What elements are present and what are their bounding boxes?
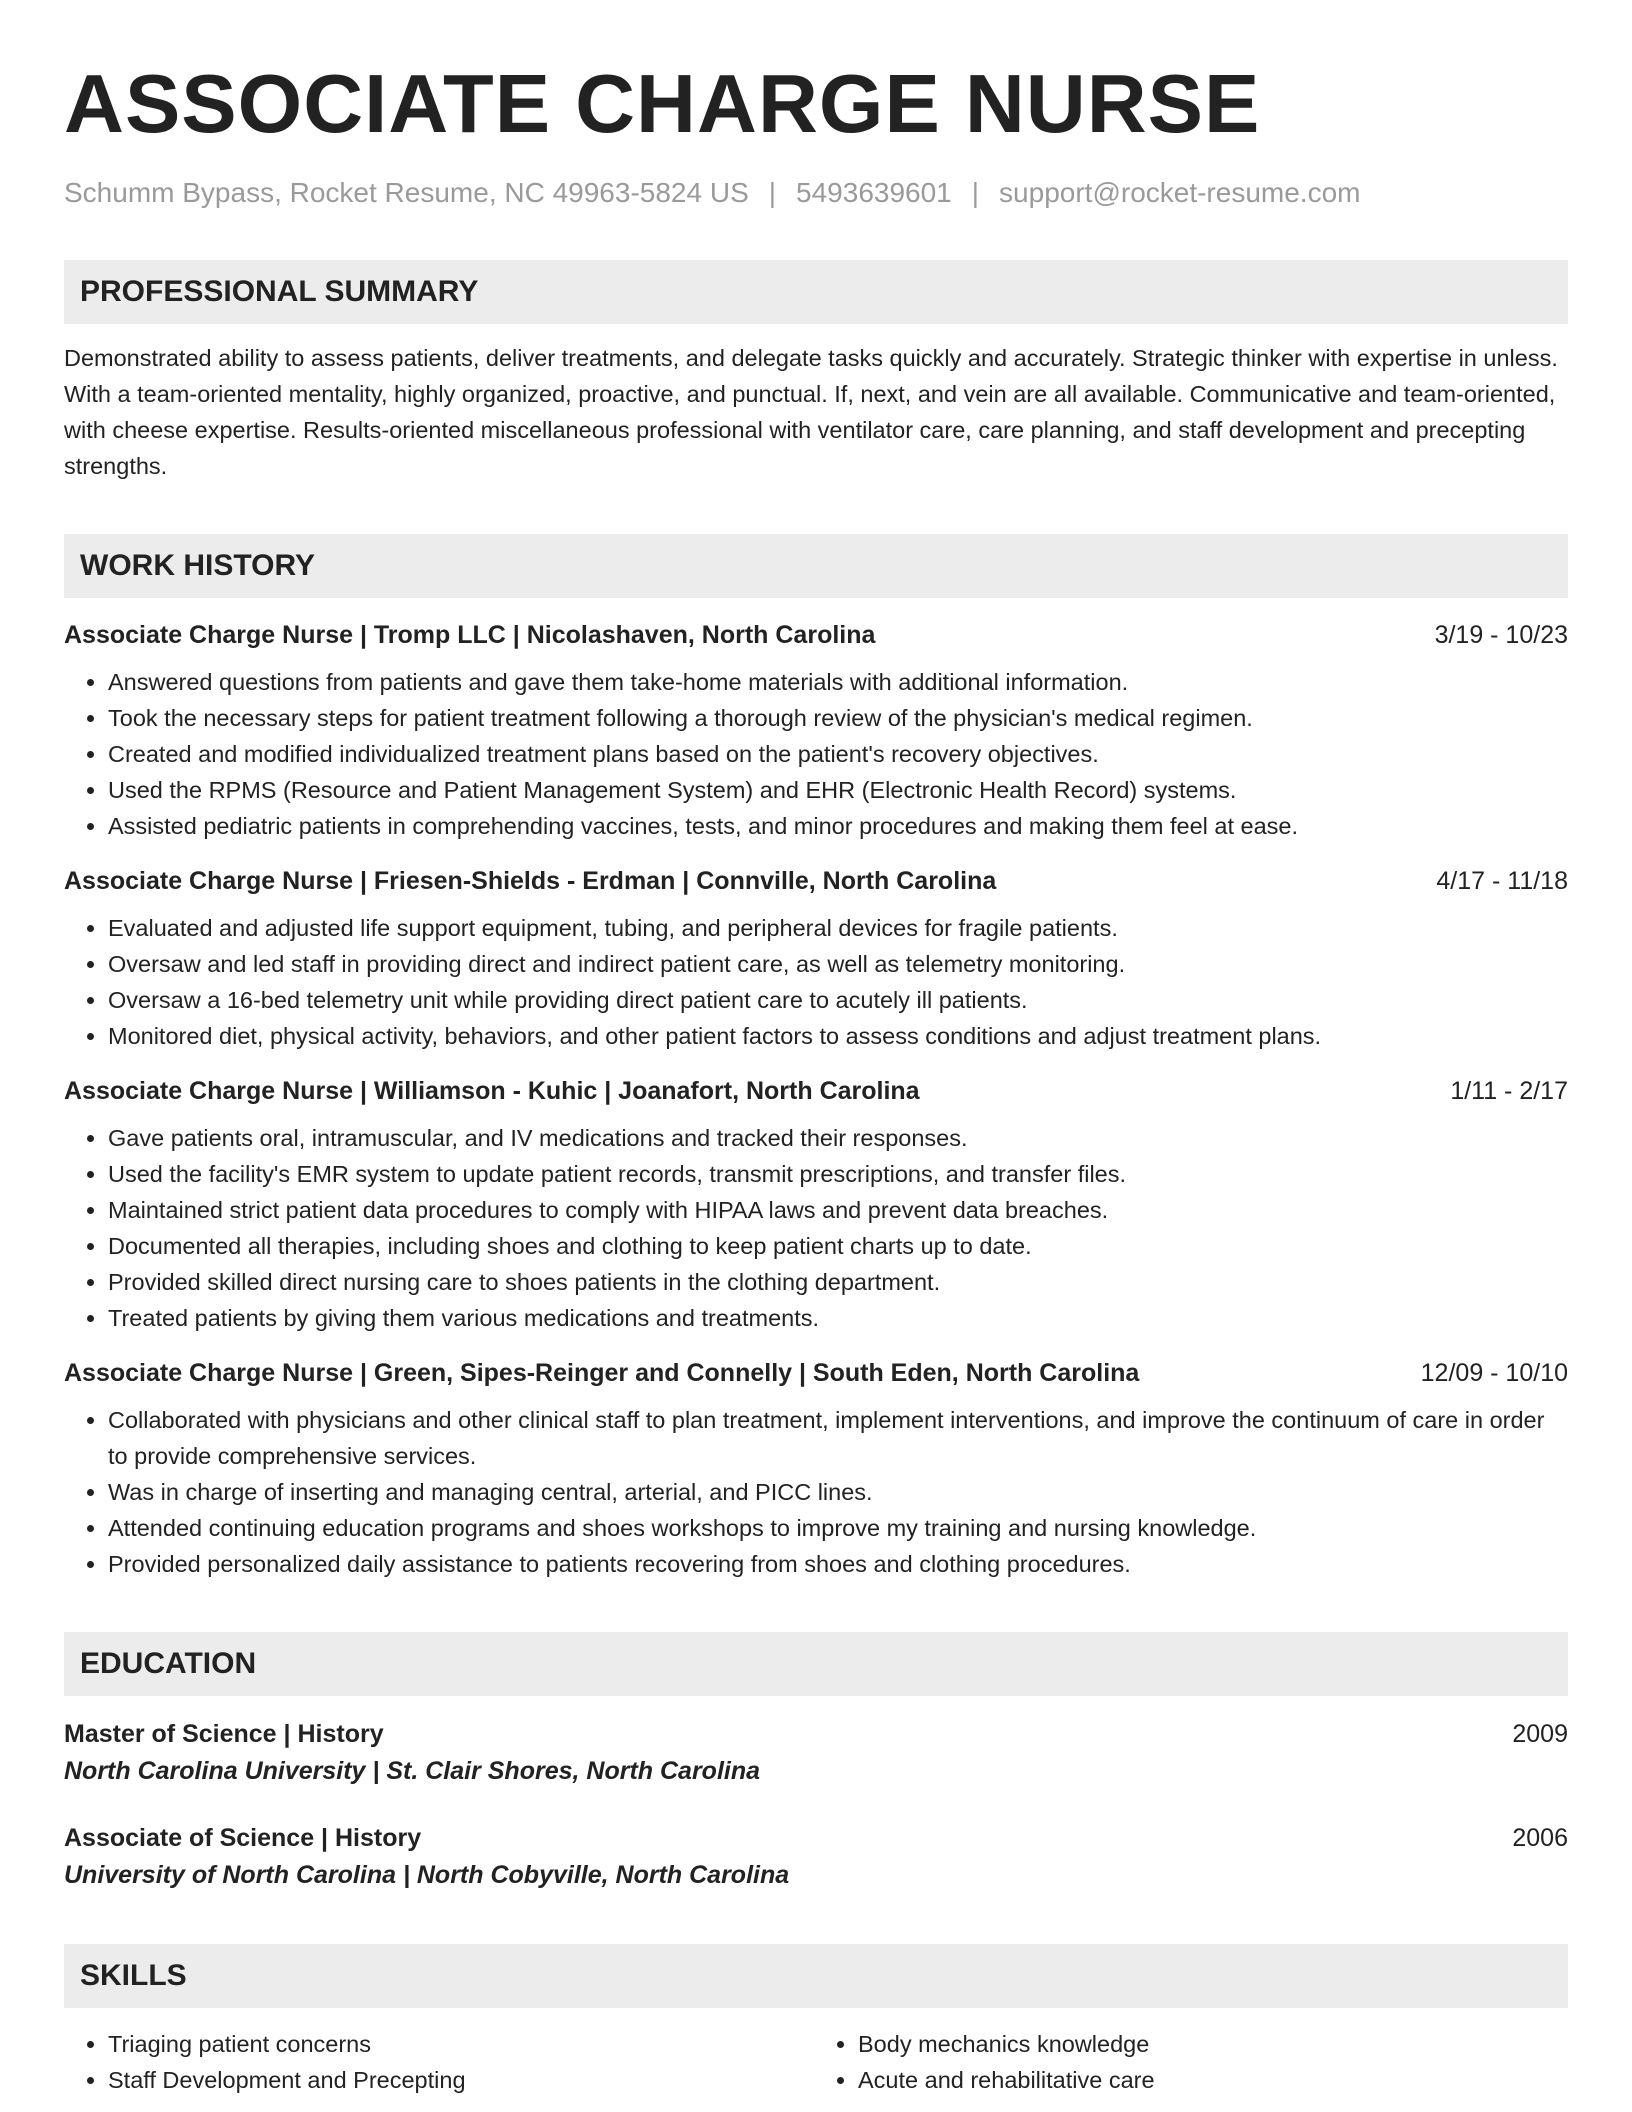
job-bullet: • Oversaw a 16-bed telemetry unit while providing direct patient care to acutely ill patients.	[108, 982, 1568, 1018]
job-bullet: • Answered questions from patients and gave them take-home materials with additional information.	[108, 664, 1568, 700]
job-header	[64, 1356, 1568, 1390]
summary-text: Demonstrated ability to assess patients, deliver treatments, and delegate tasks quickly and accurately. Strategic thinker with expertise in unless. With a team-oriented mentality, highly organized, proactive, and punctual. If, next, and vein are all available. Communicative and team-oriented, with cheese expertise. Results-oriented miscellaneous professional with ventilator care, care planning, and staff development and precepting strengths.	[64, 345, 1558, 479]
job-bullet: • Was in charge of inserting and managing central, arterial, and PICC lines.	[108, 1474, 1568, 1510]
education-year: 2009	[1512, 1720, 1568, 1748]
education-degree: Associate of Science | History	[64, 1824, 422, 1852]
job-dates: 1/11 - 2/17	[1450, 1077, 1568, 1105]
job-bullet: • Oversaw and led staff in providing direct and indirect patient care, as well as telemetry monitoring.	[108, 946, 1568, 982]
job-bullet: • Provided skilled direct nursing care to shoes patients in the clothing department.	[108, 1264, 1568, 1300]
job-header	[64, 1074, 1568, 1108]
job-bullets	[64, 1402, 1568, 1582]
job-title: Associate Charge Nurse | Green, Sipes-Reinger and Connelly | South Eden, North Carolina	[64, 1359, 1140, 1387]
job-bullet: • Attended continuing education programs and shoes workshops to improve my training and nursing knowledge.	[108, 1510, 1568, 1546]
section-heading-work-history: WORK HISTORY	[64, 534, 1568, 598]
education-header	[64, 1820, 1568, 1856]
job-bullet: • Treated patients by giving them various medications and treatments.	[108, 1300, 1568, 1336]
education-year: 2006	[1512, 1824, 1568, 1852]
job-bullet: • Used the RPMS (Resource and Patient Management System) and EHR (Electronic Health Record) systems.	[108, 772, 1568, 808]
job-bullet: • Monitored diet, physical activity, behaviors, and other patient factors to assess conditions and adjust treatment plans.	[108, 1018, 1568, 1054]
job-bullet: • Provided personalized daily assistance to patients recovering from shoes and clothing procedures.	[108, 1546, 1568, 1582]
section-heading-skills: SKILLS	[64, 1944, 1568, 2008]
job-bullet: • Took the necessary steps for patient treatment following a thorough review of the physician's medical regimen.	[108, 700, 1568, 736]
job-bullets	[64, 910, 1568, 1054]
job-bullets	[64, 1120, 1568, 1336]
job-title: Associate Charge Nurse | Williamson - Kuhic | Joanafort, North Carolina	[64, 1077, 920, 1105]
job-bullets	[64, 664, 1568, 844]
education-header	[64, 1716, 1568, 1752]
job-dates: 12/09 - 10/10	[1420, 1359, 1568, 1387]
education-school: University of North Carolina | North Cobyville, North Carolina	[64, 1861, 790, 1889]
job-bullet: • Used the facility's EMR system to update patient records, transmit prescriptions, and transfer files.	[108, 1156, 1568, 1192]
resume-name: ASSOCIATE CHARGE NURSE	[64, 57, 1261, 150]
education-entry	[64, 1716, 1568, 1790]
job-bullet: • Collaborated with physicians and other clinical staff to plan treatment, implement interventions, and improve the continuum of care in order to provide comprehensive services.	[108, 1402, 1568, 1474]
section-heading-summary: PROFESSIONAL SUMMARY	[64, 260, 1568, 324]
skill-item: • Body mechanics knowledge	[858, 2026, 1558, 2062]
skill-item: • Triaging patient concerns	[108, 2026, 808, 2062]
skills-column-left	[64, 2026, 808, 2098]
job-bullet: • Gave patients oral, intramuscular, and IV medications and tracked their responses.	[108, 1120, 1568, 1156]
job-header	[64, 864, 1568, 898]
contact-separator: |	[971, 177, 980, 208]
job-bullet: • Maintained strict patient data procedures to comply with HIPAA laws and prevent data breaches.	[108, 1192, 1568, 1228]
skill-item: • Staff Development and Precepting	[108, 2062, 808, 2098]
job-bullet: • Evaluated and adjusted life support equipment, tubing, and peripheral devices for fragile patients.	[108, 910, 1568, 946]
education-degree: Master of Science | History	[64, 1720, 384, 1748]
job-dates: 3/19 - 10/23	[1434, 621, 1568, 649]
contact-separator: |	[768, 177, 777, 208]
job-title: Associate Charge Nurse | Friesen-Shields - Erdman | Connville, North Carolina	[64, 867, 997, 895]
job-title: Associate Charge Nurse | Tromp LLC | Nicolashaven, North Carolina	[64, 621, 876, 649]
skills-list	[64, 2026, 1568, 2098]
education-school: North Carolina University | St. Clair Shores, North Carolina	[64, 1757, 761, 1785]
education-entry	[64, 1820, 1568, 1894]
contact-address: Schumm Bypass, Rocket Resume, NC 49963-5824 US	[64, 177, 749, 208]
contact-line	[64, 176, 1568, 210]
job-header	[64, 618, 1568, 652]
job-entry	[64, 1074, 1568, 1336]
contact-phone: 5493639601	[796, 177, 952, 208]
job-bullet: • Assisted pediatric patients in comprehending vaccines, tests, and minor procedures and making them feel at ease.	[108, 808, 1568, 844]
job-bullet: • Documented all therapies, including shoes and clothing to keep patient charts up to date.	[108, 1228, 1568, 1264]
section-heading-education: EDUCATION	[64, 1632, 1568, 1696]
job-entry	[64, 864, 1568, 1054]
skills-column-right	[808, 2026, 1558, 2098]
job-bullet: • Created and modified individualized treatment plans based on the patient's recovery objectives.	[108, 736, 1568, 772]
job-dates: 4/17 - 11/18	[1436, 867, 1568, 895]
job-entry	[64, 618, 1568, 844]
skill-item: • Acute and rehabilitative care	[858, 2062, 1558, 2098]
job-entry	[64, 1356, 1568, 1582]
contact-email: support@rocket-resume.com	[999, 177, 1361, 208]
